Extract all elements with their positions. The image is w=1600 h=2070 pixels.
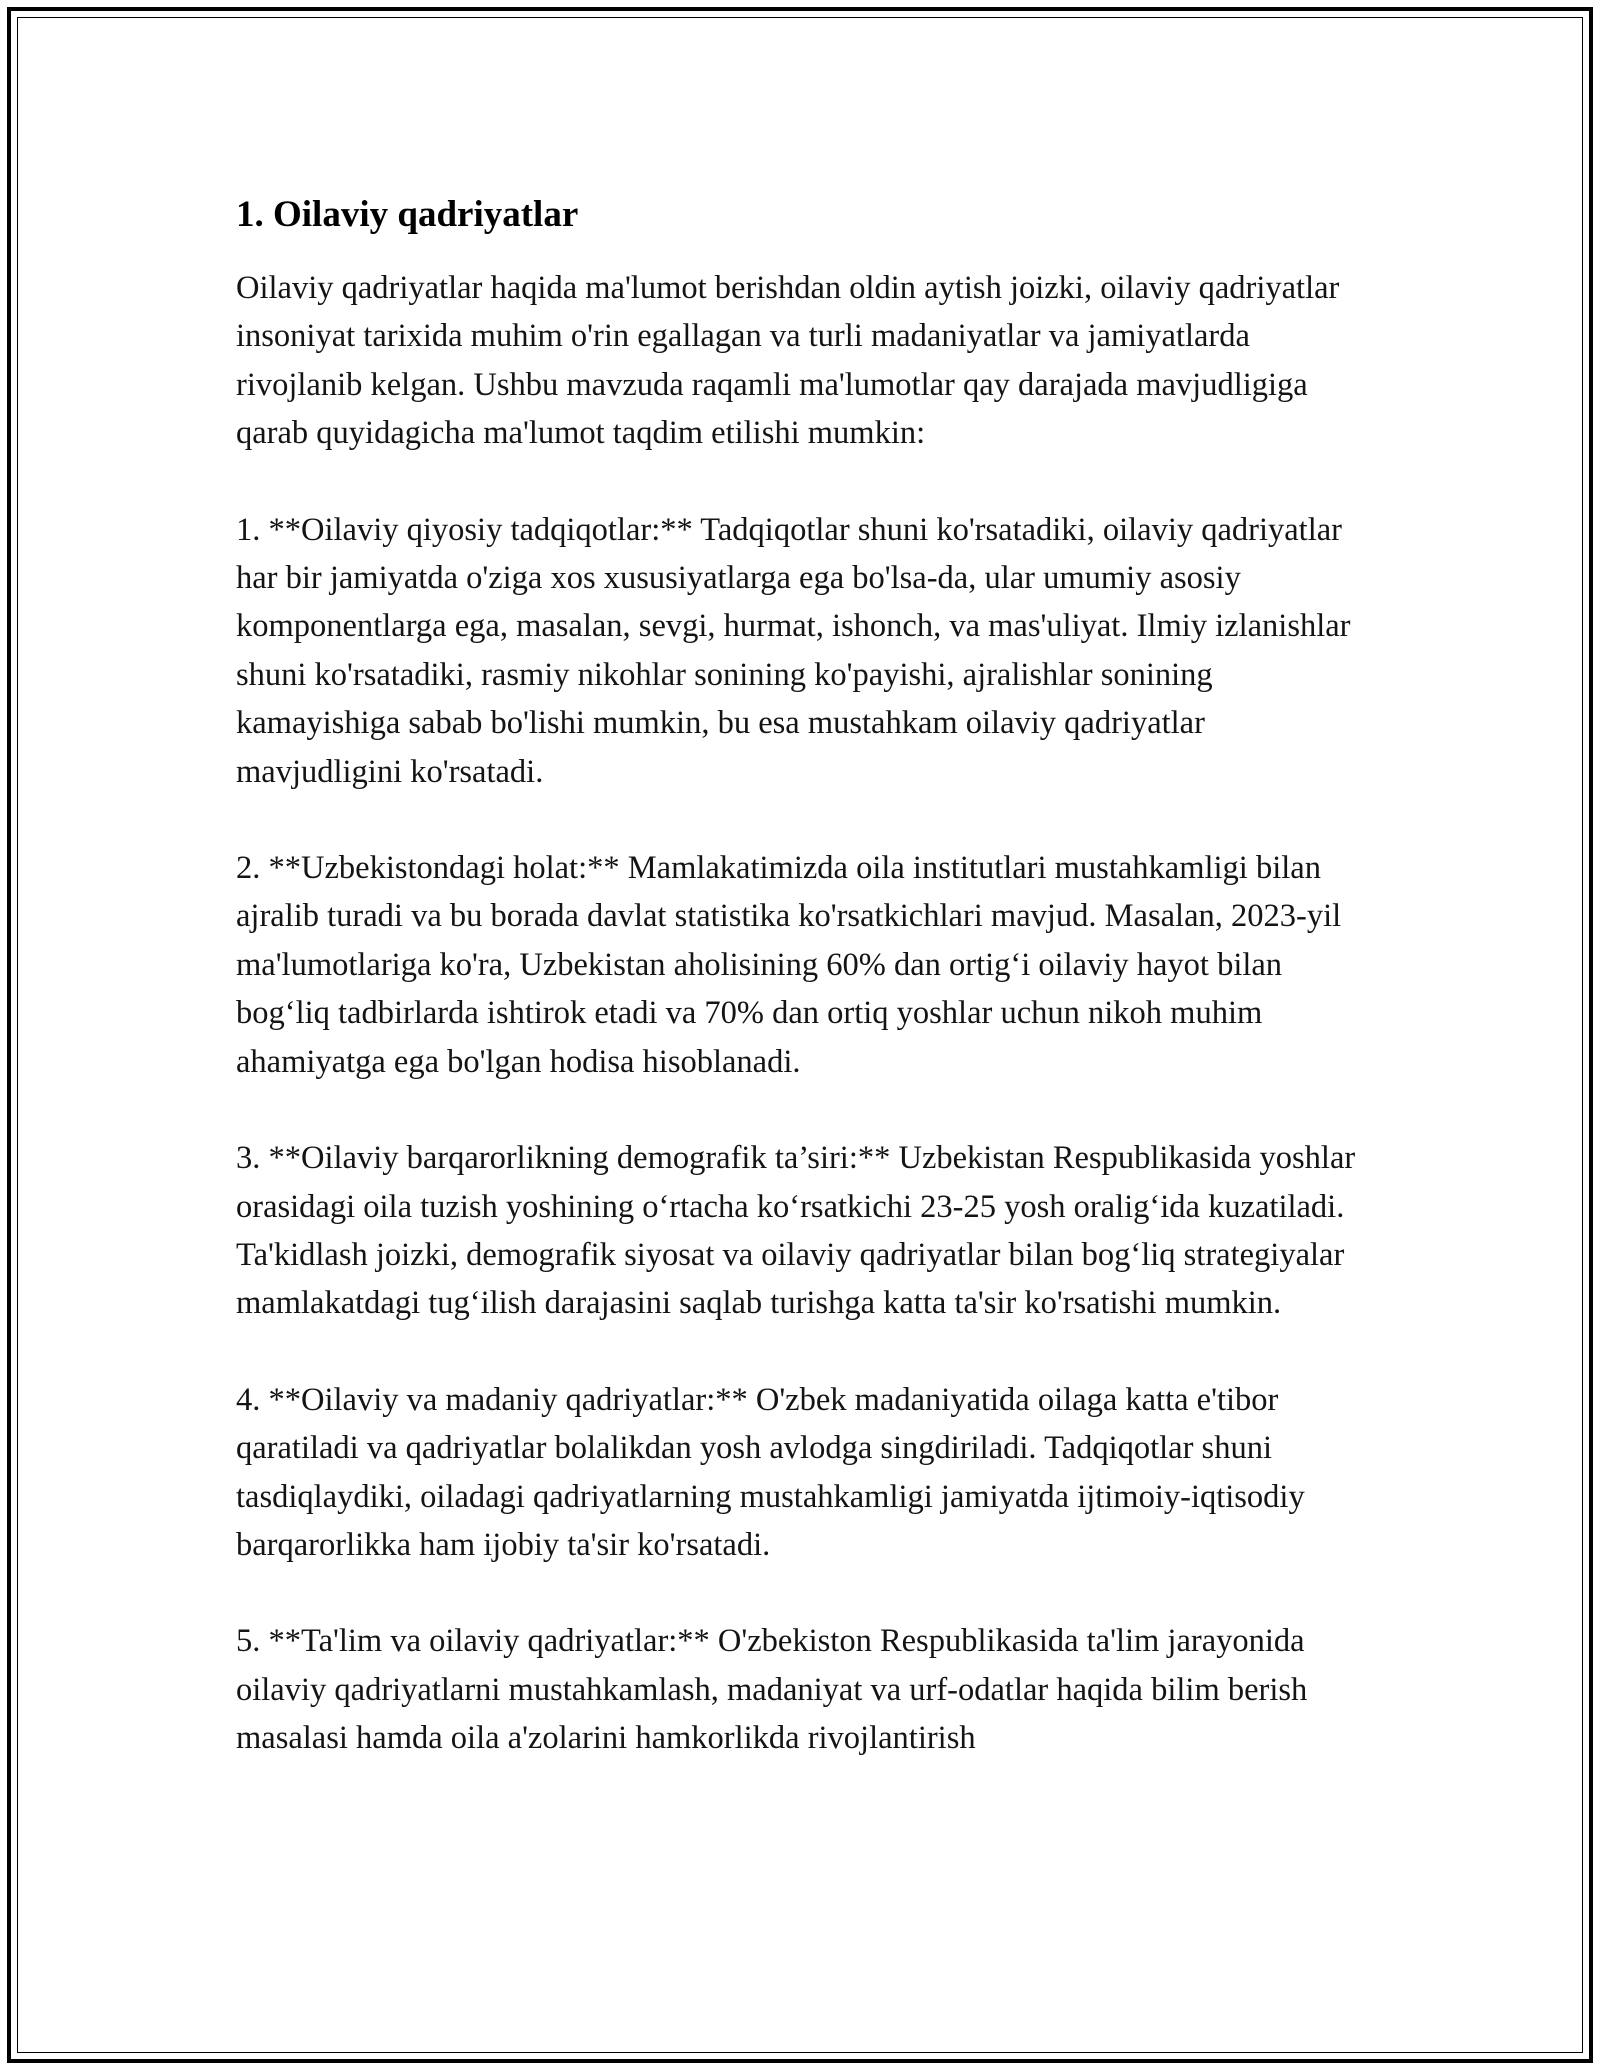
intro-paragraph: Oilaviy qadriyatlar haqida ma'lumot berishdan oldin aytish joizki, oilaviy qadriyatlar insoniyat tarixida muhim o'rin egallagan va turli madaniyatlar va jamiyatlarda rivojlanib kelgan. Ushbu mavzuda raqamli ma'lumotlar qay darajada mavjudligiga qarab quyidagicha ma'lumot taqdim etilishi mumkin: (236, 270, 1340, 452)
point-5-paragraph: 5. **Ta'lim va oilaviy qadriyatlar:** O'zbekiston Respublikasida ta'lim jarayonida oilaviy qadriyatlarni mustahkamlash, madaniyat va urf-odatlar haqida bilim berish masalasi hamda oila a'zolarini hamkorlikda rivojlantirish (236, 1623, 1308, 1757)
point-4-paragraph: 4. **Oilaviy va madaniy qadriyatlar:** O'zbek madaniyatida oilaga katta e'tibor qaratiladi va qadriyatlar bolalikdan yosh avlodga singdiriladi. Tadqiqotlar shuni tasdiqlaydiki, oiladagi qadriyatlarning mustahkamligi jamiyatda ijtimoiy-iqtisodiy barqarorlikka ham ijobiy ta'sir ko'rsatadi. (236, 1381, 1305, 1563)
point-3-paragraph: 3. **Oilaviy barqarorlikning demografik ta’siri:** Uzbekistan Respublikasida yoshlar orasidagi oila tuzish yoshining o‘rtacha ko‘rsatkichi 23-25 yosh oralig‘ida kuzatiladi. Ta'kidlash joizki, demografik siyosat va oilaviy qadriyatlar bilan bog‘liq strategiyalar mamlakatdagi tug‘ilish darajasini saqlab turishga katta ta'sir ko'rsatishi mumkin. (236, 1140, 1356, 1322)
point-2-paragraph: 2. **Uzbekistondagi holat:** Mamlakatimizda oila institutlari mustahkamligi bilan ajralib turadi va bu borada davlat statistika ko'rsatkichlari mavjud. Masalan, 2023-yil ma'lumotlariga ko'ra, Uzbekistan aholisining 60% dan ortig‘i oilaviy hayot bilan bog‘liq tadbirlarda ishtirok etadi va 70% dan ortiq yoshlar uchun nikoh muhim ahamiyatga ega bo'lgan hodisa hisoblanadi. (236, 850, 1342, 1080)
document-title: 1. Oilaviy qadriyatlar (236, 194, 579, 235)
point-1-paragraph: 1. **Oilaviy qiyosiy tadqiqotlar:** Tadqiqotlar shuni ko'rsatadiki, oilaviy qadriyatlar har bir jamiyatda o'ziga xos xususiyatlarga ega bo'lsa-da, ular umumiy asosiy komponentlarga ega, masalan, sevgi, hurmat, ishonch, va mas'uliyat. Ilmiy izlanishlar shuni ko'rsatadiki, rasmiy nikohlar sonining ko'payishi, ajralishlar sonining kamayishiga sabab bo'lishi mumkin, bu esa mustahkam oilaviy qadriyatlar mavjudligini ko'rsatadi. (236, 511, 1351, 790)
document-body (236, 186, 1376, 1811)
